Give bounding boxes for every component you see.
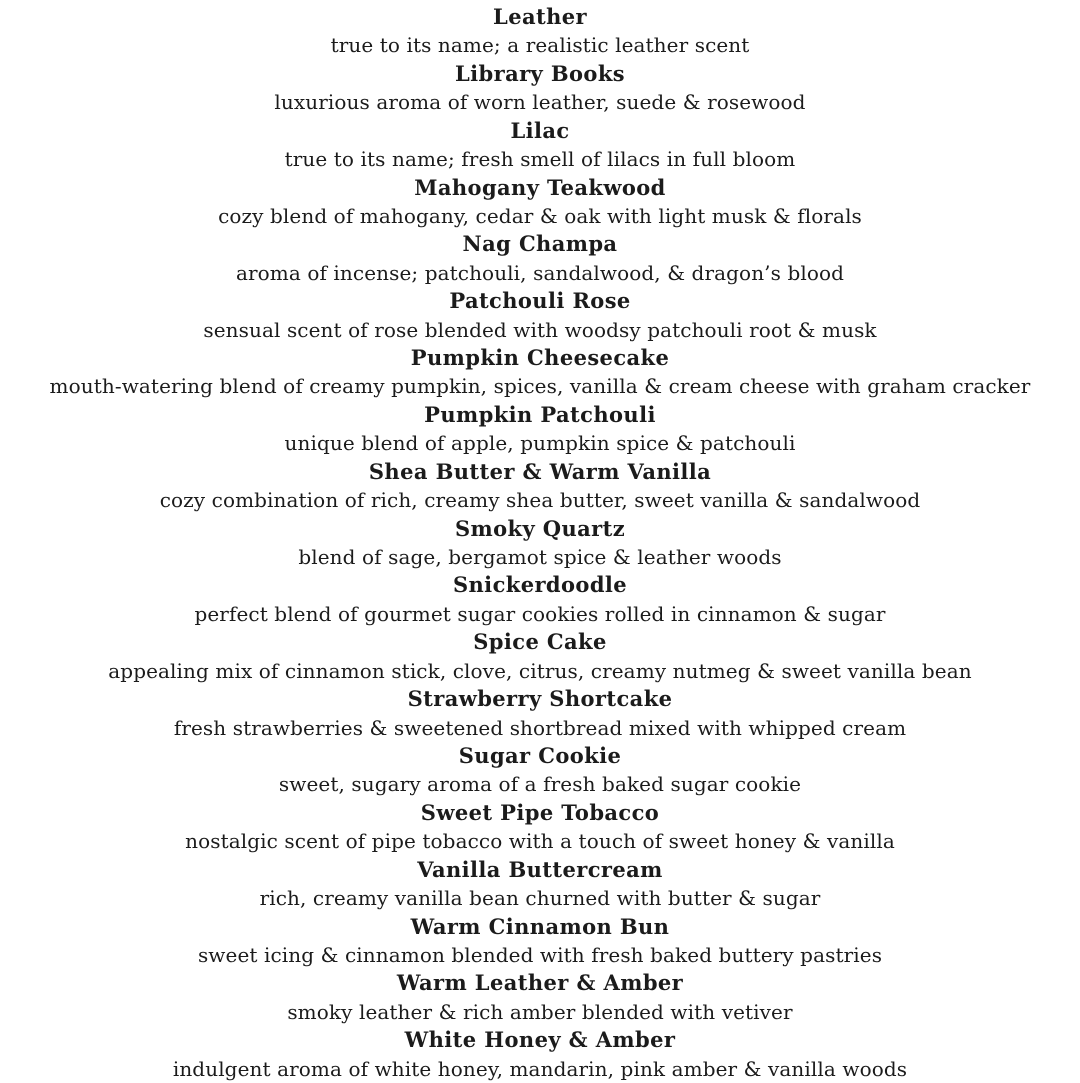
scent-entry <box>20 685 1060 742</box>
scent-entry <box>20 3 1060 60</box>
scent-entry <box>20 856 1060 913</box>
scent-description: cozy blend of mahogany, cedar & oak with light musk & florals <box>218 203 862 228</box>
scent-entry <box>20 60 1060 117</box>
scent-description: unique blend of apple, pumpkin spice & patchouli <box>284 431 796 456</box>
scent-name: Snickerdoodle <box>452 572 628 598</box>
scent-name: Nag Champa <box>462 231 618 257</box>
scent-name: Warm Leather & Amber <box>396 970 684 996</box>
scent-name: White Honey & Amber <box>404 1027 676 1053</box>
scent-name: Smoky Quartz <box>454 515 626 541</box>
scent-name: Leather <box>493 4 587 29</box>
scent-entry <box>20 515 1060 572</box>
scent-description: sweet, sugary aroma of a fresh baked sugar cookie <box>278 772 802 797</box>
scent-entry <box>20 287 1060 344</box>
scent-description: rich, creamy vanilla bean churned with butter & sugar <box>259 886 821 911</box>
scent-name: Shea Butter & Warm Vanilla <box>368 458 712 484</box>
scent-description: fresh strawberries & sweetened shortbread mixed with whipped cream <box>173 715 907 740</box>
scent-description: smoky leather & rich amber blended with vetiver <box>287 999 793 1024</box>
scent-entry <box>20 799 1060 856</box>
scent-name: Spice Cake <box>473 629 607 655</box>
scent-description: cozy combination of rich, creamy shea butter, sweet vanilla & sandalwood <box>159 488 921 513</box>
scent-name: Pumpkin Patchouli <box>424 401 656 427</box>
scent-entry <box>20 628 1060 685</box>
scent-description: sweet icing & cinnamon blended with fresh baked buttery pastries <box>197 942 883 967</box>
scent-entry <box>20 230 1060 287</box>
scent-name: Lilac <box>510 117 570 143</box>
scent-description: nostalgic scent of pipe tobacco with a touch of sweet honey & vanilla <box>185 829 895 854</box>
scent-entry <box>20 1026 1060 1083</box>
scent-entry <box>20 913 1060 970</box>
scent-description: mouth-watering blend of creamy pumpkin, spices, vanilla & cream cheese with graham cracker <box>49 374 1031 399</box>
scent-description: sensual scent of rose blended with woodsy patchouli root & musk <box>203 317 877 342</box>
scent-entry <box>20 344 1060 401</box>
scent-description: true to its name; fresh smell of lilacs in full bloom <box>284 147 796 172</box>
scent-name: Patchouli Rose <box>449 288 631 314</box>
scent-name: Sugar Cookie <box>458 742 622 768</box>
scent-name: Vanilla Buttercream <box>417 856 663 882</box>
scent-name: Mahogany Teakwood <box>414 174 666 200</box>
scent-entry <box>20 401 1060 458</box>
scent-entry <box>20 458 1060 515</box>
scent-description: blend of sage, bergamot spice & leather woods <box>298 545 782 570</box>
scent-description: appealing mix of cinnamon stick, clove, citrus, creamy nutmeg & sweet vanilla bean <box>108 658 972 683</box>
scent-entry <box>20 174 1060 231</box>
scent-name: Strawberry Shortcake <box>407 686 673 712</box>
scent-entry <box>20 742 1060 799</box>
scent-entry <box>20 117 1060 174</box>
scent-name: Warm Cinnamon Bun <box>410 913 670 939</box>
scent-description: luxurious aroma of worn leather, suede & rosewood <box>274 90 806 115</box>
scent-entry <box>20 571 1060 628</box>
scent-name: Pumpkin Cheesecake <box>410 345 670 371</box>
scent-description: indulgent aroma of white honey, mandarin, pink amber & vanilla woods <box>172 1056 908 1081</box>
scent-entry <box>20 969 1060 1026</box>
scent-name: Sweet Pipe Tobacco <box>420 799 660 825</box>
scent-name: Library Books <box>454 60 625 86</box>
scent-description: true to its name; a realistic leather scent <box>330 33 750 58</box>
scent-description: perfect blend of gourmet sugar cookies rolled in cinnamon & sugar <box>194 601 886 626</box>
scent-description: aroma of incense; patchouli, sandalwood, & dragon’s blood <box>235 260 845 285</box>
